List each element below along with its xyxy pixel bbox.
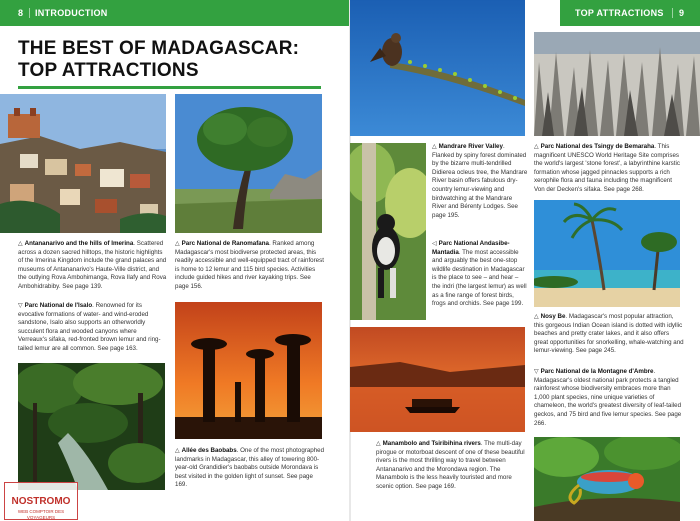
caption-text: . One of the most photographed landmarks in Madagascar, this alley of towering 800-year-old Grandidier's baobabs outside Morondava is best visited in the golden light of sunset. See page 169. [175, 447, 325, 489]
triangle-down-icon: ▽ [534, 369, 539, 375]
left-page-number: 8 [18, 8, 24, 18]
caption-baobabs [175, 447, 325, 490]
caption-title: Parc National des Tsingy de Bemaraha [540, 143, 655, 150]
photo-tsingy [534, 32, 700, 136]
caption-text: . Flanked by spiny forest dominated by the bizarre multi-tendrilled Didierea ocleus tree, the Mandrare River basin offers fabulous dry-country lemur-viewing and birdwatching at the Mandrare River and Bérenty Lodges. See page 195. [432, 143, 528, 219]
triangle-icon: △ [175, 448, 180, 454]
caption-title: Parc National de Ranomafana [181, 240, 269, 247]
triangle-icon: △ [376, 441, 381, 447]
title-line-1: THE BEST OF MADAGASCAR: [18, 38, 300, 59]
caption-title: Nosy Be [540, 313, 566, 320]
caption-bemaraha [534, 143, 684, 195]
photo-indri [350, 143, 426, 320]
photo-baobabs [175, 302, 322, 439]
title-line-2: TOP ATTRACTIONS [18, 60, 199, 81]
logo-name: NOSTROMO [11, 496, 71, 507]
triangle-icon: △ [175, 241, 180, 247]
caption-text: . This magnificent UNESCO World Heritage Site comprises the world's largest 'stone forest', a labyrinthine karstic formation whose jagged pinnacles supports a rich xerophile flora and fauna including the magnificent Von der Decken's sifaka. See page 268. [534, 143, 680, 193]
logo-tagline: WEB COMPTOIR DES VOYAGEURS [17, 509, 65, 520]
caption-title: Allée des Baobabs [181, 447, 237, 454]
photo-isalo [18, 363, 165, 490]
triangle-icon: △ [534, 144, 539, 150]
caption-text: . Scattered across a dozen sacred hilltops, the historic highlights of the Imerina Kingdom include the grand palaces and museums of Antananarivo's Haute-Ville district, and the outlying Rova Ambohimanga, Rova Ilafy and Rova Ambohidrabiby. See page 139. [18, 240, 167, 290]
photo-nosy-be [534, 200, 680, 307]
caption-ranomafana [175, 240, 325, 292]
triangle-left-icon: ◁ [432, 241, 437, 247]
caption-title: Parc National de l'Isalo [24, 302, 93, 309]
caption-text: . Madagascar's most popular attraction, this gorgeous Indian Ocean island is dotted with idyllic beaches and pretty crater lakes, and it also offers great opportunities for snorkelling, whale-watching and lemur-viewing. See page 245. [534, 313, 684, 355]
caption-title: Parc National de la Montagne d'Ambre [540, 368, 654, 375]
photo-ranomafana [175, 94, 322, 233]
caption-antananarivo [18, 240, 168, 292]
caption-andasibe [432, 240, 528, 309]
triangle-icon: △ [534, 314, 539, 320]
caption-text: . Madagascar's oldest national park protects a tangled rainforest whose biodiversity embraces more than 1,000 plant species, nine unique varieties of chameleon, the world's greatest diversity of leaf-tailed geckos, and 75 bird and five lemur species. See page 266. [534, 368, 682, 427]
caption-text: . Renowned for its evocative formations of water- and wind-eroded sandstone, Isalo also supports an otherworldly succulent flora and wooded canyons where Verreaux's sifaka, red-fronted brown lemur and ring-tailed lemur are all common. See page 163. [18, 302, 161, 352]
photo-manambolo [350, 327, 525, 432]
right-section-title: TOP ATTRACTIONS [575, 8, 664, 18]
caption-ambre [534, 368, 684, 428]
caption-text: . The most accessible and arguably the best one-stop wildlife destination in Madagascar is the place to see – and hear – the indri (the largest lemur) as well as a fine range of forest birds, frogs and orchids. See page 199. [432, 248, 527, 308]
header-divider [672, 8, 673, 18]
caption-text: . Ranked among Madagascar's most biodiverse protected areas, this readily accessible and well-equipped tract of rainforest is home to 12 lemur and 115 bird species. Activities include guided hikes and river kayaking trips. See page 156. [175, 240, 324, 290]
caption-isalo [18, 302, 163, 354]
caption-text: . The multi-day pirogue or motorboat descent of one of these beautiful rivers is the most thrilling way to travel between Antananarivo and the Morondava region. The Manambolo is the less heavily touristed and more scenic option. See page 169. [376, 440, 525, 490]
nostromo-logo [4, 482, 78, 520]
caption-manambolo [376, 440, 528, 492]
caption-title: Parc National Andasibe-Mantadia [432, 240, 510, 256]
photo-chameleon [534, 437, 680, 521]
right-page-number: 9 [679, 8, 685, 18]
triangle-icon: △ [432, 144, 437, 150]
triangle-down-icon: ▽ [18, 303, 23, 309]
photo-antananarivo [0, 94, 166, 233]
triangle-icon: △ [18, 241, 23, 247]
left-section-title: INTRODUCTION [35, 8, 108, 18]
photo-bird [350, 0, 525, 136]
caption-title: Antananarivo and the hills of Imerina [24, 240, 134, 247]
header-bar-right [560, 0, 700, 26]
caption-title: Manambolo and Tsiribihina rivers [382, 440, 481, 447]
title-underline [18, 86, 321, 89]
header-divider [29, 8, 30, 18]
page-title [18, 38, 338, 82]
header-bar-left [0, 0, 350, 26]
caption-title: Mandrare River Valley [438, 143, 503, 150]
caption-nosy-be [534, 313, 684, 356]
caption-mandrare [432, 143, 528, 220]
